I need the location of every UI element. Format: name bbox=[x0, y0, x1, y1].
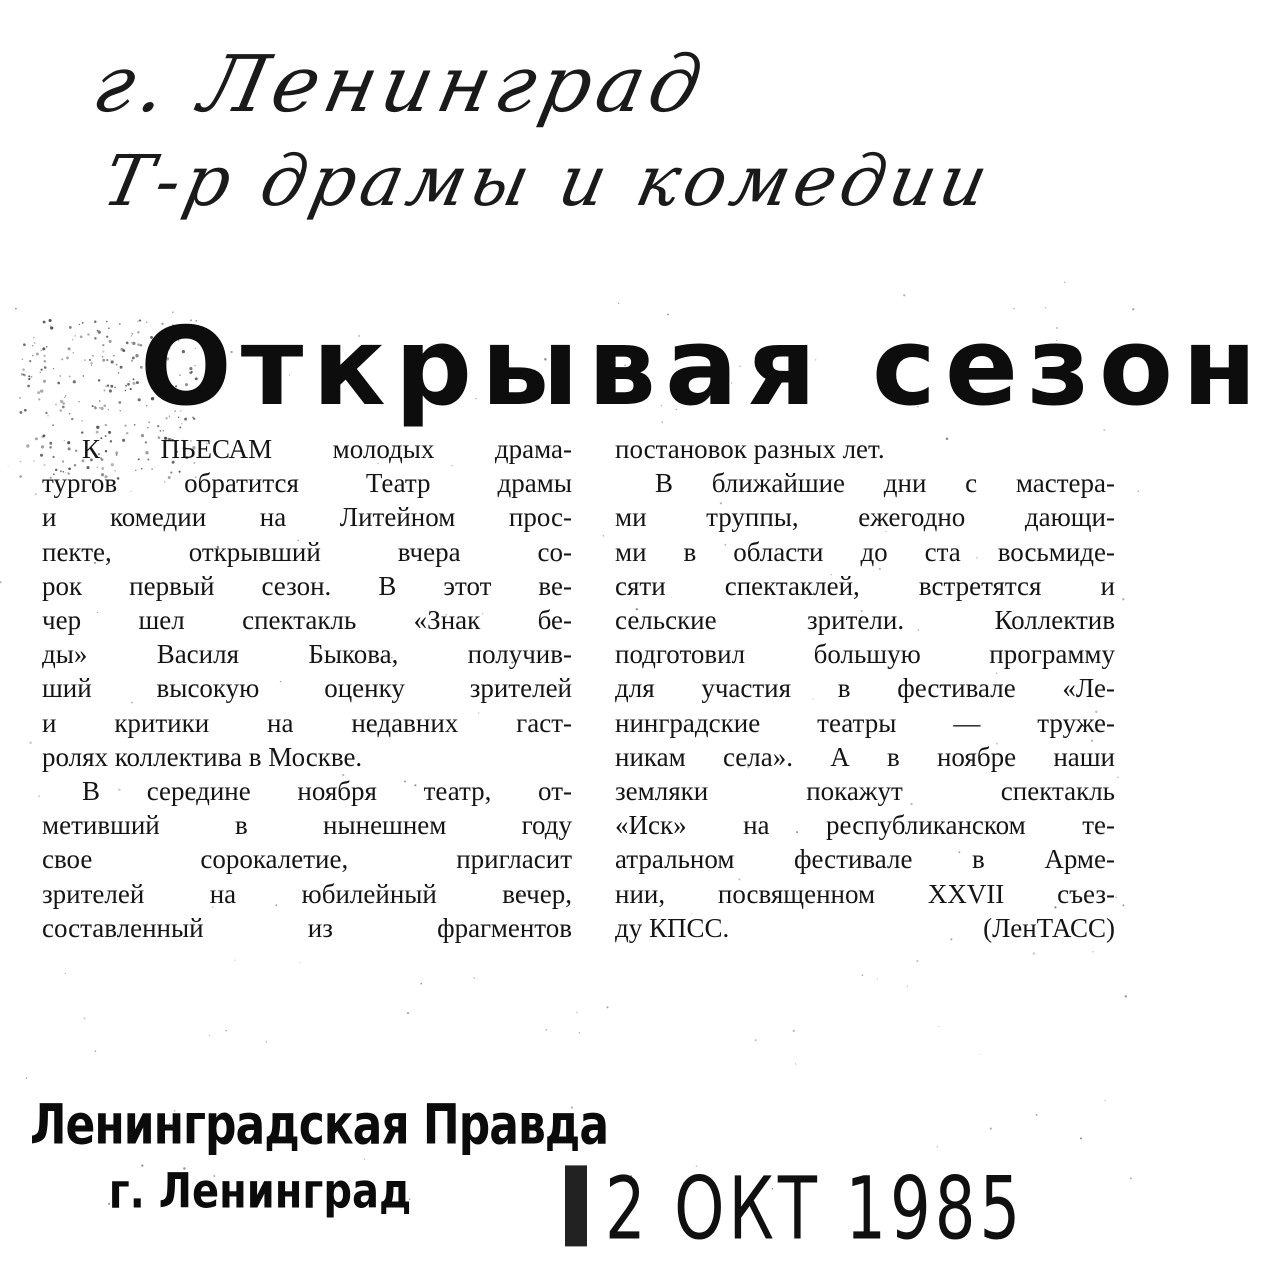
article-text-line: пекте, открывший вчера со- bbox=[42, 536, 572, 567]
newspaper-city: г. Ленинград bbox=[108, 1164, 412, 1220]
article-text-line: нии, посвященном XXVII съез- bbox=[615, 878, 1115, 909]
article-text-line: ми труппы, ежегодно дающи- bbox=[615, 502, 1115, 533]
newspaper-name: Ленинградская Правда bbox=[30, 1093, 609, 1158]
article-text-line: и комедии на Литейном прос- bbox=[42, 502, 572, 533]
date-stamp-text: 2 ОКТ 1985 bbox=[605, 1160, 1025, 1260]
article-text-line: сяти спектаклей, встретятся и bbox=[615, 570, 1115, 601]
article-text-line: метивший в нынешнем году bbox=[42, 810, 572, 841]
stamp-mark-icon bbox=[565, 1165, 587, 1246]
handwritten-theatre-note: Т-р драмы и комедии bbox=[96, 140, 1000, 222]
newspaper-masthead-stamp bbox=[30, 1093, 609, 1220]
article-text-line: К ПЬЕСАМ молодых драма- bbox=[82, 434, 572, 464]
handwritten-city-note: г. Ленинград bbox=[85, 40, 716, 130]
article-left-column bbox=[42, 432, 572, 945]
article-text-line: ролях коллектива в Москве. bbox=[42, 741, 363, 772]
article-closing-text: ду КПСС. bbox=[615, 912, 730, 943]
article-text-line: тургов обратится Театр драмы bbox=[42, 468, 572, 499]
article-text-line: постановок разных лет. bbox=[615, 434, 885, 464]
article-text-line: составленный из фрагментов bbox=[42, 912, 572, 943]
article-text-line: чер шел спектакль «Знак бе- bbox=[42, 605, 572, 636]
article-right-column bbox=[615, 432, 1115, 945]
article-text-line: атральном фестивале в Арме- bbox=[615, 844, 1115, 875]
article-text-line: сельские зрители. Коллектив bbox=[615, 605, 1115, 636]
article-text-line: и критики на недавних гаст- bbox=[42, 707, 572, 738]
article-source: (ЛенТАСС) bbox=[983, 912, 1115, 943]
article-text-line: «Иск» на республиканском те- bbox=[615, 810, 1115, 841]
article-text-line: В ближайшие дни с мастера- bbox=[655, 468, 1115, 499]
article-text-line: подготовил большую программу bbox=[615, 639, 1115, 670]
article-text-line: для участия в фестивале «Ле- bbox=[615, 673, 1115, 704]
article-text-line: В середине ноября театр, от- bbox=[82, 776, 572, 807]
article-text-line: зрителей на юбилейный вечер, bbox=[42, 878, 572, 909]
date-stamp bbox=[565, 1160, 1024, 1260]
article-signature-line bbox=[615, 911, 1115, 945]
article-text-line: земляки покажут спектакль bbox=[615, 776, 1115, 807]
article-text-line: никам села». А в ноябре наши bbox=[615, 741, 1115, 772]
article-headline: Открывая сезон bbox=[140, 305, 1266, 430]
article-text-line: свое сорокалетие, пригласит bbox=[42, 844, 572, 875]
article-text-line: ды» Василя Быкова, получив- bbox=[42, 639, 572, 670]
article-text-line: рок первый сезон. В этот ве- bbox=[42, 570, 572, 601]
article-text-line: ми в области до ста восьмиде- bbox=[615, 536, 1115, 567]
article-text-line: ший высокую оценку зрителей bbox=[42, 673, 572, 704]
article-text-line: нинградские театры — труже- bbox=[615, 707, 1115, 738]
